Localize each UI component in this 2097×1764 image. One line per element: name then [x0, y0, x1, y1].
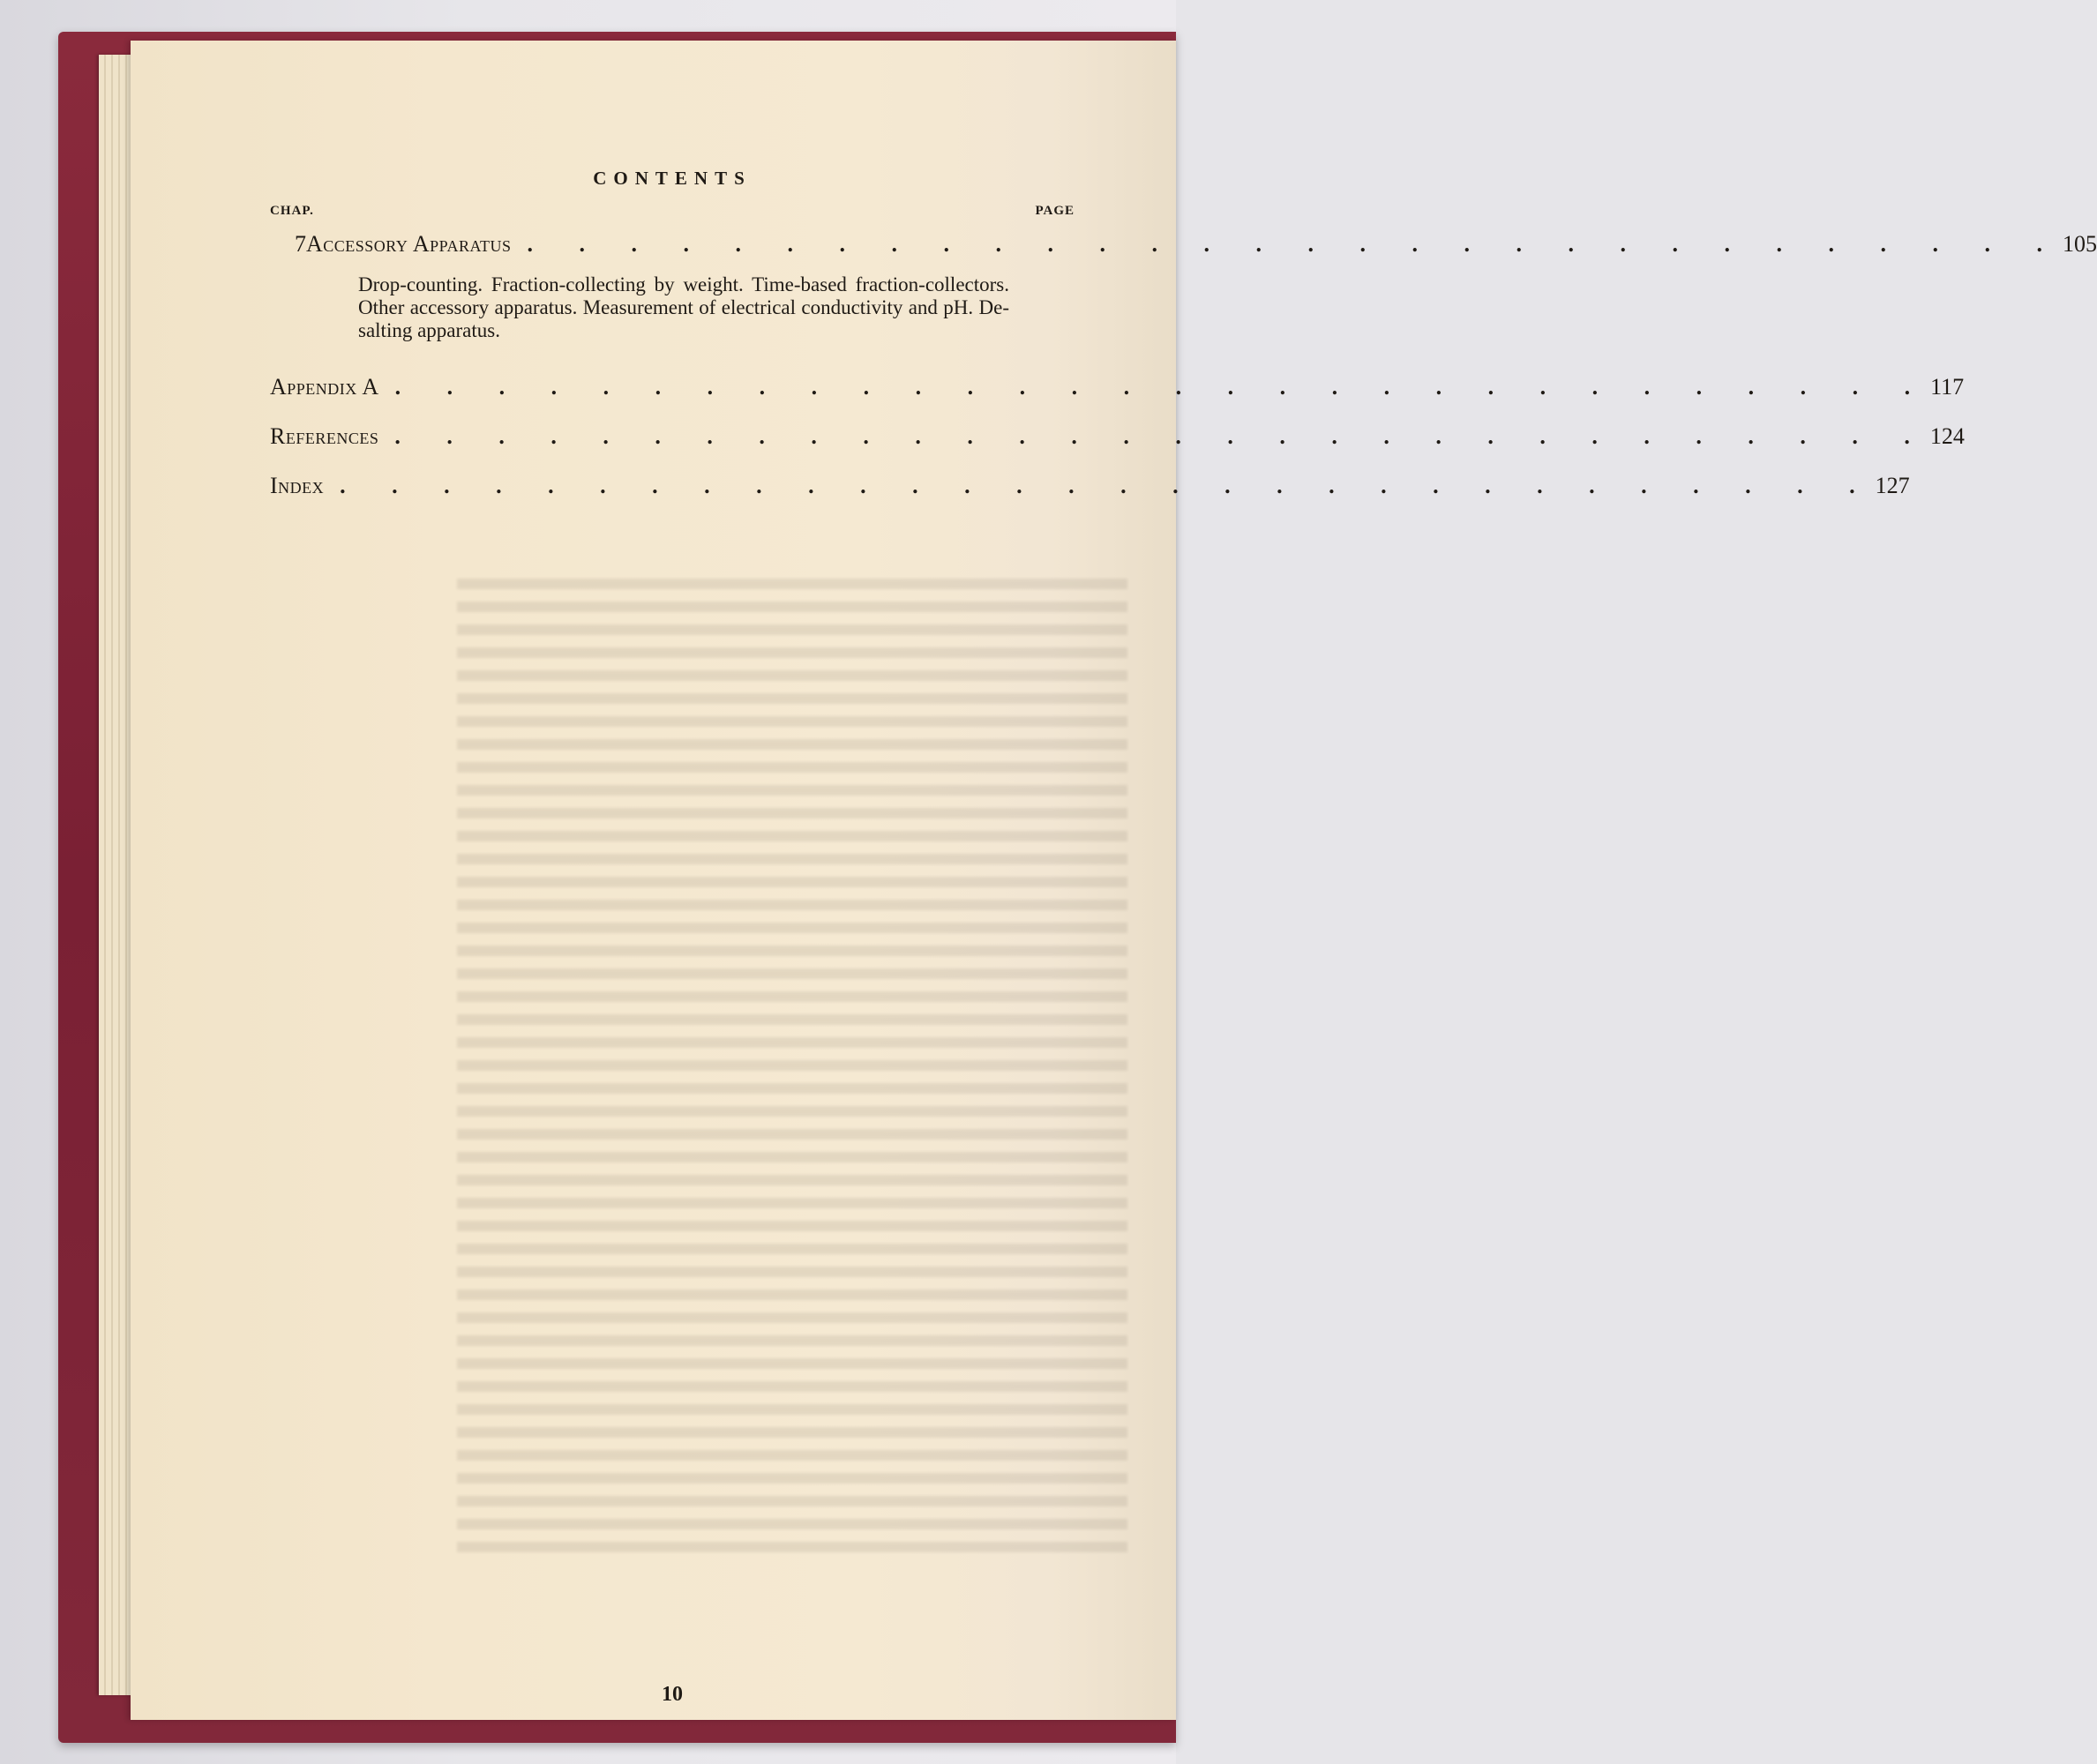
page-number: 127	[1875, 473, 1910, 498]
folio-page-number: 10	[662, 1683, 683, 1706]
page-column-label: PAGE	[1035, 204, 1075, 218]
entry-title: Index	[270, 473, 325, 498]
toc-entry-appendix-a	[270, 370, 1965, 404]
chap-column-label: CHAP.	[270, 204, 314, 218]
chapter-description: Drop-counting. Fraction-collecting by weight. Time-based fraction-collectors. Other accessory apparatus. Measurement of electrical conductivity and pH. De-salting apparatus.	[358, 273, 1009, 341]
column-heads	[270, 204, 1075, 219]
contents-block	[270, 168, 2097, 1706]
toc-entry-references	[270, 420, 1965, 453]
page-title: CONTENTS	[593, 168, 752, 189]
leader-dots: . . . . . . . . . . . . . . . . . . . . . . . . . . . . . .	[394, 374, 1931, 400]
entry-title: References	[270, 423, 379, 449]
leader-dots: . . . . . . . . . . . . . . . . . . . . . . . . . . . . . .	[394, 423, 1930, 449]
page-number: 105	[2063, 231, 2097, 257]
page-number: 117	[1930, 374, 1965, 400]
page-number: 124	[1929, 423, 1965, 449]
entry-title: Appendix A	[270, 374, 379, 400]
show-through-text	[457, 570, 1127, 1558]
chapter-title: Accessory Apparatus	[306, 231, 512, 257]
chapter-number: 7	[295, 231, 306, 257]
toc-entry-index	[270, 469, 1910, 503]
toc-entry-chapter-7	[270, 228, 2097, 261]
leader-dots: . . . . . . . . . . . . . . . . . . . . . . . . . . . . . .	[340, 473, 1876, 498]
leader-dots: . . . . . . . . . . . . . . . . . . . . . . . . . . . . . .	[527, 231, 2063, 257]
